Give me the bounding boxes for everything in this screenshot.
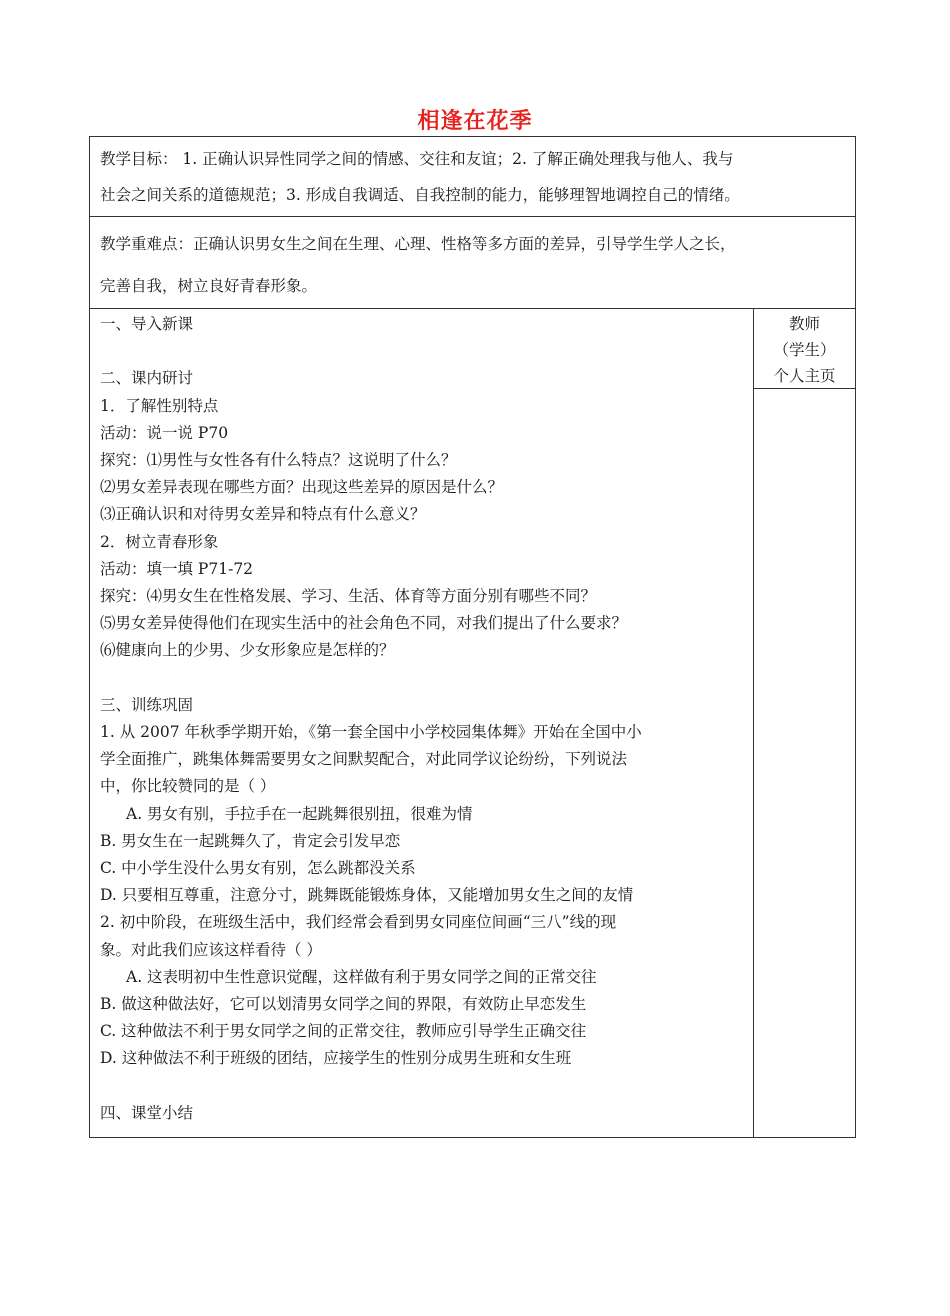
question-6: ⑹健康向上的少男、少女形象应是怎样的？	[100, 641, 395, 660]
lesson-content	[90, 309, 754, 1137]
exercise-1-option-a: A. 男女有别，手拉手在一起跳舞很别扭，很难为情	[126, 804, 473, 823]
key-difficult-points	[90, 217, 855, 309]
side-column-header	[754, 309, 855, 389]
exercise-1-line-2: 学全面推广，跳集体舞需要男女之间默契配合，对此同学议论纷纷，下列说法	[100, 750, 628, 769]
lesson-plan-table	[89, 136, 856, 1138]
side-header-line-1: 教师	[788, 315, 820, 333]
side-column	[754, 309, 855, 1137]
document-title: 相逢在花季	[417, 109, 533, 134]
question-5: ⑸男女差异使得他们在现实生活中的社会角色不同，对我们提出了什么要求？	[100, 614, 628, 633]
exercise-1-option-d: D. 只要相互尊重，注意分寸，跳舞既能锻炼身体，又能增加男女生之间的友情	[100, 886, 634, 905]
section-discussion: 二、课内研讨	[100, 369, 194, 388]
key-points-line-2: 完善自我，树立良好青春形象。	[100, 277, 318, 295]
activity-1: 活动：说一说 P70	[100, 423, 229, 442]
key-points-line-1: 教学重难点：正确认识男女生之间在生理、心理、性格等多方面的差异，引导学生学人之长，	[100, 235, 736, 253]
question-2: ⑵男女差异表现在哪些方面？出现这些差异的原因是什么？	[100, 478, 504, 497]
exercise-2-option-d: D. 这种做法不利于班级的团结，应接学生的性别分成男生班和女生班	[100, 1049, 572, 1068]
question-3: ⑶正确认识和对待男女差异和特点有什么意义？	[100, 505, 426, 524]
point-2: 2．树立青春形象	[100, 532, 219, 551]
section-practice: 三、训练巩固	[100, 695, 194, 714]
exercise-2-line-2: 象。对此我们应该这样看待（ ）	[100, 940, 322, 959]
point-1: 1．了解性别特点	[100, 396, 219, 415]
side-header-line-2: （学生）	[773, 341, 836, 359]
exercise-2-option-c: C. 这种做法不利于男女同学之间的正常交往，教师应引导学生正确交往	[100, 1022, 587, 1041]
exercise-2-option-a: A. 这表明初中生性意识觉醒，这样做有利于男女同学之间的正常交往	[126, 967, 597, 986]
side-header-line-3: 个人主页	[773, 367, 836, 385]
section-summary: 四、课堂小结	[100, 1103, 194, 1122]
question-4: 探究：⑷男女生在性格发展、学习、生活、体育等方面分别有哪些不同？	[100, 587, 597, 606]
exercise-2-option-b: B. 做这种做法好，它可以划清男女同学之间的界限，有效防止早恋发生	[100, 995, 587, 1014]
exercise-1-option-b: B. 男女生在一起跳舞久了，肯定会引发早恋	[100, 831, 401, 850]
section-intro: 一、导入新课	[100, 315, 194, 333]
exercise-1-line-3: 中，你比较赞同的是（ ）	[100, 777, 276, 796]
exercise-1-line-1: 1. 从 2007 年秋季学期开始，《第一套全国中小学校园集体舞》开始在全国中小	[100, 723, 642, 742]
question-1: 探究：⑴男性与女性各有什么特点？这说明了什么？	[100, 451, 457, 469]
teaching-objectives	[90, 137, 855, 217]
exercise-2-line-1: 2. 初中阶段，在班级生活中，我们经常会看到男女同座位间画“三八”线的现	[100, 913, 617, 932]
objectives-line-2: 社会之间关系的道德规范；3. 形成自我调适、自我控制的能力，能够理智地调控自己的情绪。	[100, 186, 740, 204]
activity-2: 活动：填一填 P71-72	[100, 559, 254, 578]
objectives-line-1: 教学目标： 1. 正确认识异性同学之间的情感、交往和友谊；2. 了解正确处理我与他人、我与	[100, 150, 734, 168]
exercise-1-option-c: C. 中小学生没什么男女有别，怎么跳都没关系	[100, 859, 416, 878]
